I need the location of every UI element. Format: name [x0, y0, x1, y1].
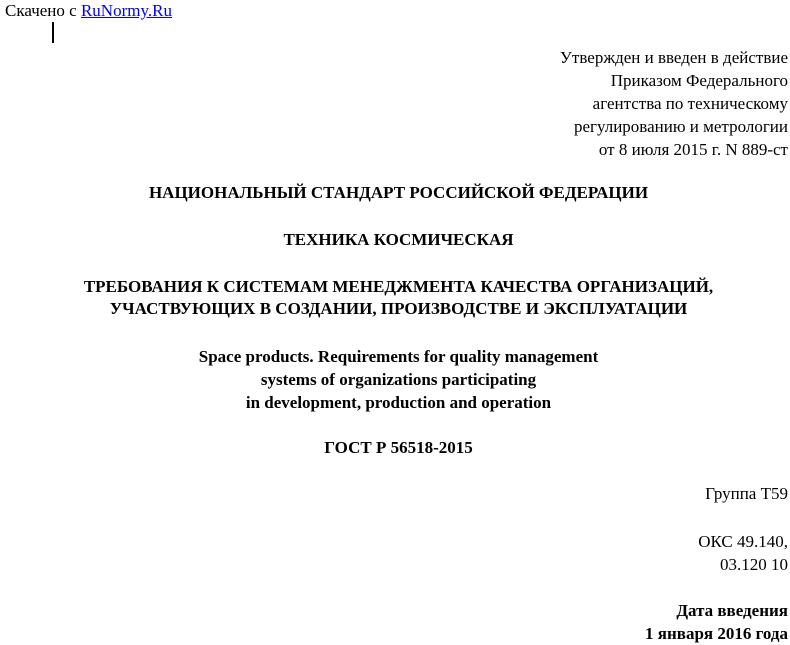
gost-number: ГОСТ Р 56518-2015	[324, 438, 473, 457]
effective-date-value: 1 января 2016 года	[645, 624, 788, 643]
approval-line: Приказом Федерального	[610, 71, 788, 90]
english-title-line: in development, production and operation	[245, 393, 552, 412]
text-cursor	[52, 22, 54, 43]
english-title-line: Space products. Requirements for quality management	[198, 347, 599, 366]
approval-line: агентства по техническому	[592, 94, 788, 113]
effective-date-block	[645, 599, 788, 645]
source-line	[5, 1, 172, 21]
approval-line: регулированию и метрологии	[573, 117, 788, 136]
russian-title-line: УЧАСТВУЮЩИХ В СОЗДАНИИ, ПРОИЗВОДСТВЕ И ЭКСПЛУАТАЦИИ	[109, 299, 688, 318]
approval-line: от 8 июля 2015 г. N 889-ст	[598, 140, 788, 159]
source-prefix: Скачено с	[5, 1, 81, 20]
approval-block	[560, 46, 788, 161]
english-title-line: systems of organizations participating	[260, 370, 537, 389]
oks-line: ОКС 49.140,	[698, 532, 788, 551]
russian-title-line: ТРЕБОВАНИЯ К СИСТЕМАМ МЕНЕДЖМЕНТА КАЧЕСТВА ОРГАНИЗАЦИЙ,	[83, 277, 714, 296]
standard-type-heading: НАЦИОНАЛЬНЫЙ СТАНДАРТ РОССИЙСКОЙ ФЕДЕРАЦИИ	[148, 183, 649, 202]
english-title	[0, 345, 790, 414]
russian-title	[0, 276, 790, 320]
effective-date-label: Дата введения	[676, 601, 788, 620]
group-code: Группа Т59	[705, 484, 788, 503]
oks-line: 03.120 10	[720, 555, 788, 574]
field-title-heading: ТЕХНИКА КОСМИЧЕСКАЯ	[283, 230, 514, 249]
approval-line: Утвержден и введен в действие	[559, 48, 788, 67]
runormy-link[interactable]: RuNormy.Ru	[80, 1, 172, 20]
oks-codes	[698, 530, 788, 576]
